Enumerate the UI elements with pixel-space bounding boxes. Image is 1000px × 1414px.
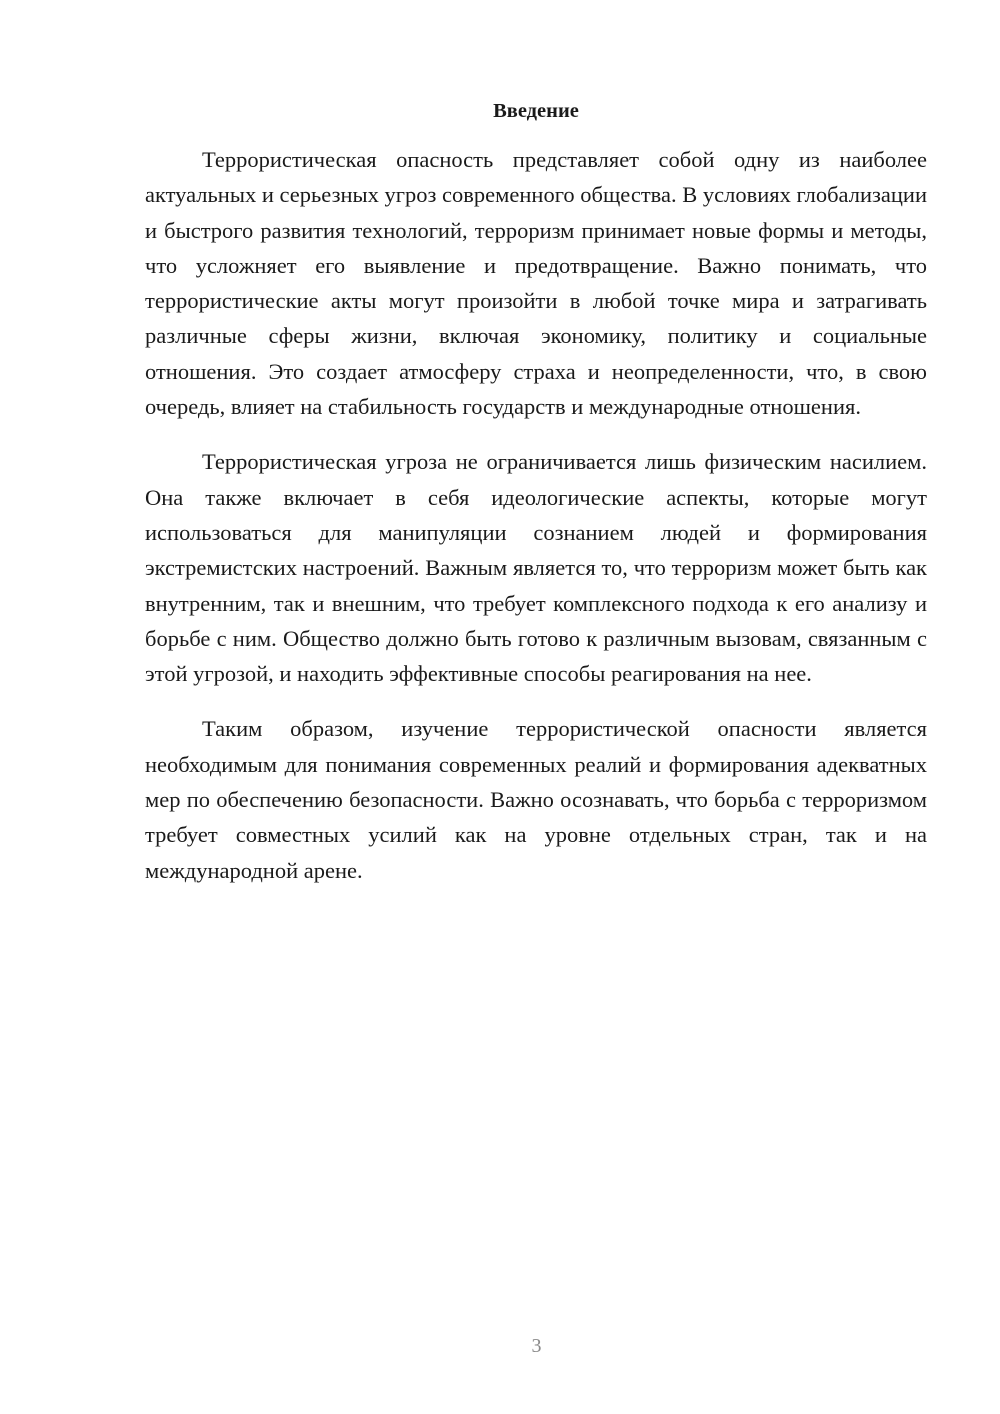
paragraph-3: Таким образом, изучение террористической опасности является необходимым для понимания современных реалий и формирования адекватных мер по обеспечению безопасности. Важно осознавать, что борьба с терроризмом требует совместных усилий как на уровне отдельных стран, так и на международной арене. [145, 716, 927, 883]
paragraph-1: Террористическая опасность представляет собой одну из наиболее актуальных и серьезных угроз современного общества. В условиях глобализации и быстрого развития технологий, терроризм принимает новые формы и методы, что усложняет его выявление и предотвращение. Важно понимать, что террористические акты могут произойти в любой точке мира и затрагивать различные сферы жизни, включая экономику, политику и социальные отношения. Это создает атмосферу страха и неопределенности, что, в свою очередь, влияет на стабильность государств и международные отношения. [145, 147, 927, 420]
section-title: Введение [493, 100, 579, 122]
body-text [145, 142, 927, 908]
paragraph-2: Террористическая угроза не ограничивается лишь физическим насилием. Она также включает в себя идеологические аспекты, которые могут использоваться для манипуляции сознанием людей и формирования экстремистских настроений. Важным является то, что терроризм может быть как внутренним, так и внешним, что требует комплексного подхода к его анализу и борьбе с ним. Общество должно быть готово к различным вызовам, связанным с этой угрозой, и находить эффективные способы реагирования на нее. [145, 449, 927, 687]
page-number: 3 [531, 1335, 542, 1357]
